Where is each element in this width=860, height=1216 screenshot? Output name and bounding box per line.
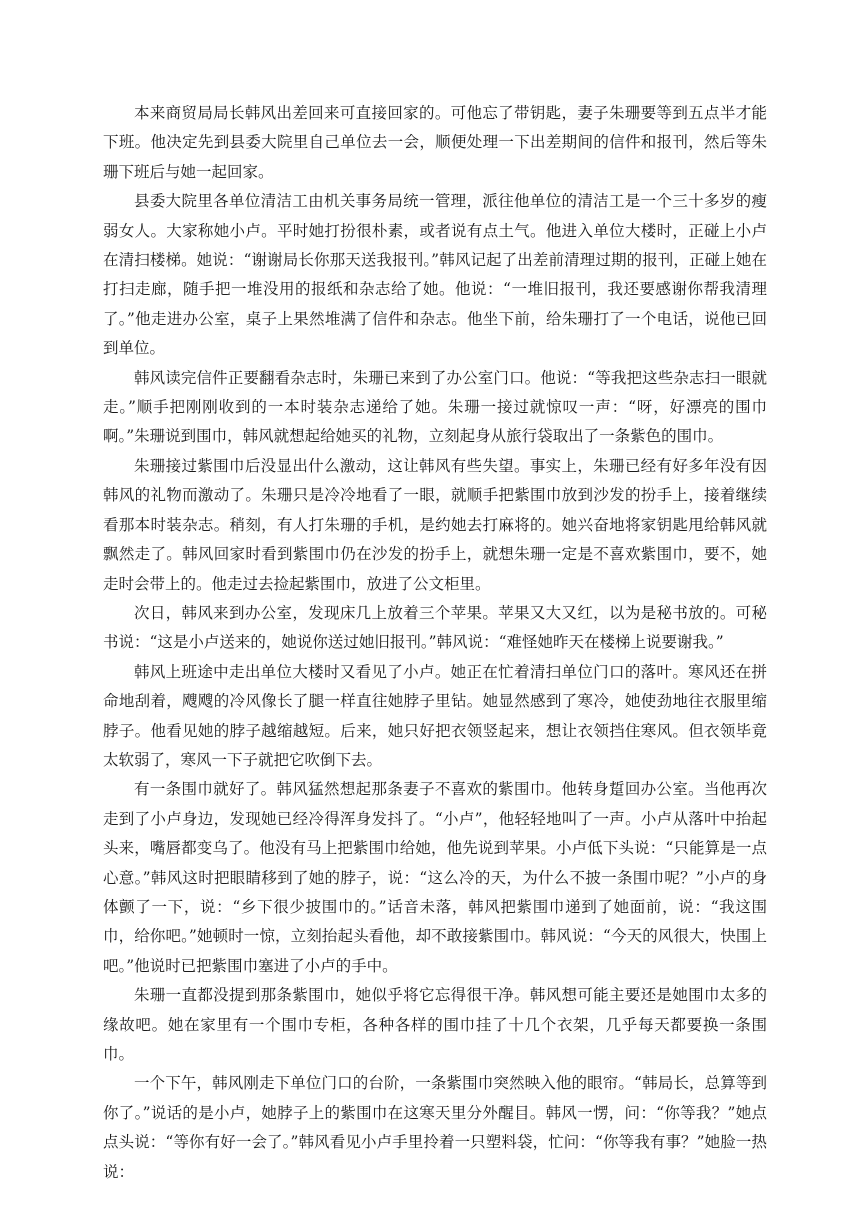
paragraph-9: 一个下午，韩风刚走下单位门口的台阶，一条紫围巾突然映入他的眼帘。“韩局长，总算等到你了。”说话的是小卢，她脖子上的紫围巾在这寒天里分外醒目。韩风一愣，问：“你等我？”她点点头说：“等你有好一会了。”韩风看见小卢手里拎着一只塑料袋，忙问：“你等我有事？”她脸一热说： [103, 1074, 767, 1181]
document-body [103, 99, 767, 1187]
paragraph-1: 本来商贸局局长韩风出差回来可直接回家的。可他忘了带钥匙，妻子朱珊要等到五点半才能下班。他决定先到县委大院里自己单位去一会，顺便处理一下出差期间的信件和报刊，然后等朱珊下班后与她一起回家。 [103, 104, 767, 181]
paragraph-5: 次日，韩风来到办公室，发现床几上放着三个苹果。苹果又大又红，以为是秘书放的。可秘书说：“这是小卢送来的，她说你送过她旧报刊。”韩风说：“难怪她昨天在楼梯上说要谢我。” [103, 603, 767, 652]
paragraph-8: 朱珊一直都没提到那条紫围巾，她似乎将它忘得很干净。韩风想可能主要还是她围巾太多的缘故吧。她在家里有一个围巾专柜，各种各样的围巾挂了十几个衣架，几乎每天都要换一条围巾。 [103, 986, 767, 1063]
paragraph-6: 韩风上班途中走出单位大楼时又看见了小卢。她正在忙着清扫单位门口的落叶。寒风还在拼命地刮着，飕飕的冷风像长了腿一样直往她脖子里钻。她显然感到了寒冷，她使劲地往衣服里缩脖子。他看见她的脖子越缩越短。后来，她只好把衣领竖起来，想让衣领挡住寒风。但衣领毕竟太软弱了，寒风一下子就把它吹倒下去。 [103, 662, 767, 769]
paragraph-4: 朱珊接过紫围巾后没显出什么激动，这让韩风有些失望。事实上，朱珊已经有好多年没有因韩风的礼物而激动了。朱珊只是冷冷地看了一眼，就顺手把紫围巾放到沙发的扮手上，接着继续看那本时装杂志。稍刻，有人打朱珊的手机，是约她去打麻将的。她兴奋地将家钥匙甩给韩风就飘然走了。韩风回家时看到紫围巾仍在沙发的扮手上，就想朱珊一定是不喜欢紫围巾，要不，她走时会带上的。他走过去捡起紫围巾，放进了公文柜里。 [103, 456, 767, 593]
paragraph-7: 有一条围巾就好了。韩风猛然想起那条妻子不喜欢的紫围巾。他转身踅回办公室。当他再次走到了小卢身边，发现她已经冷得浑身发抖了。“小卢”，他轻轻地叫了一声。小卢从落叶中抬起头来，嘴唇都变乌了。他没有马上把紫围巾给她，他先说到苹果。小卢低下头说：“只能算是一点心意。”韩风这时把眼睛移到了她的脖子，说：“这么冷的天，为什么不披一条围巾呢？”小卢的身体颤了一下，说：“乡下很少披围巾的。”话音未落，韩风把紫围巾递到了她面前，说：“我这围巾，给你吧。”她顿时一惊，立刻抬起头看他，却不敢接紫围巾。韩风说：“今天的风很大，快围上吧。”他说时已把紫围巾塞进了小卢的手中。 [103, 780, 767, 975]
paragraph-3: 韩风读完信件正要翻看杂志时，朱珊已来到了办公室门口。他说：“等我把这些杂志扫一眼就走。”顺手把刚刚收到的一本时装杂志递给了她。朱珊一接过就惊叹一声：“呀，好漂亮的围巾啊。”朱珊说到围巾，韩风就想起给她买的礼物，立刻起身从旅行袋取出了一条紫色的围巾。 [103, 368, 767, 446]
paragraph-2: 县委大院里各单位清洁工由机关事务局统一管理，派往他单位的清洁工是一个三十多岁的瘦弱女人。大家称她小卢。平时她打扮很朴素，或者说有点土气。他进入单位大楼时，正碰上小卢在清扫楼梯。她说：“谢谢局长你那天送我报刊。”韩风记起了出差前清理过期的报刊，正碰上她在打扫走廊，随手把一堆没用的报纸和杂志给了她。他说：“一堆旧报刊，我还要感谢你帮我清理了。”他走进办公室，桌子上果然堆满了信件和杂志。他坐下前，给朱珊打了一个电话，说他已回到单位。 [103, 192, 767, 358]
